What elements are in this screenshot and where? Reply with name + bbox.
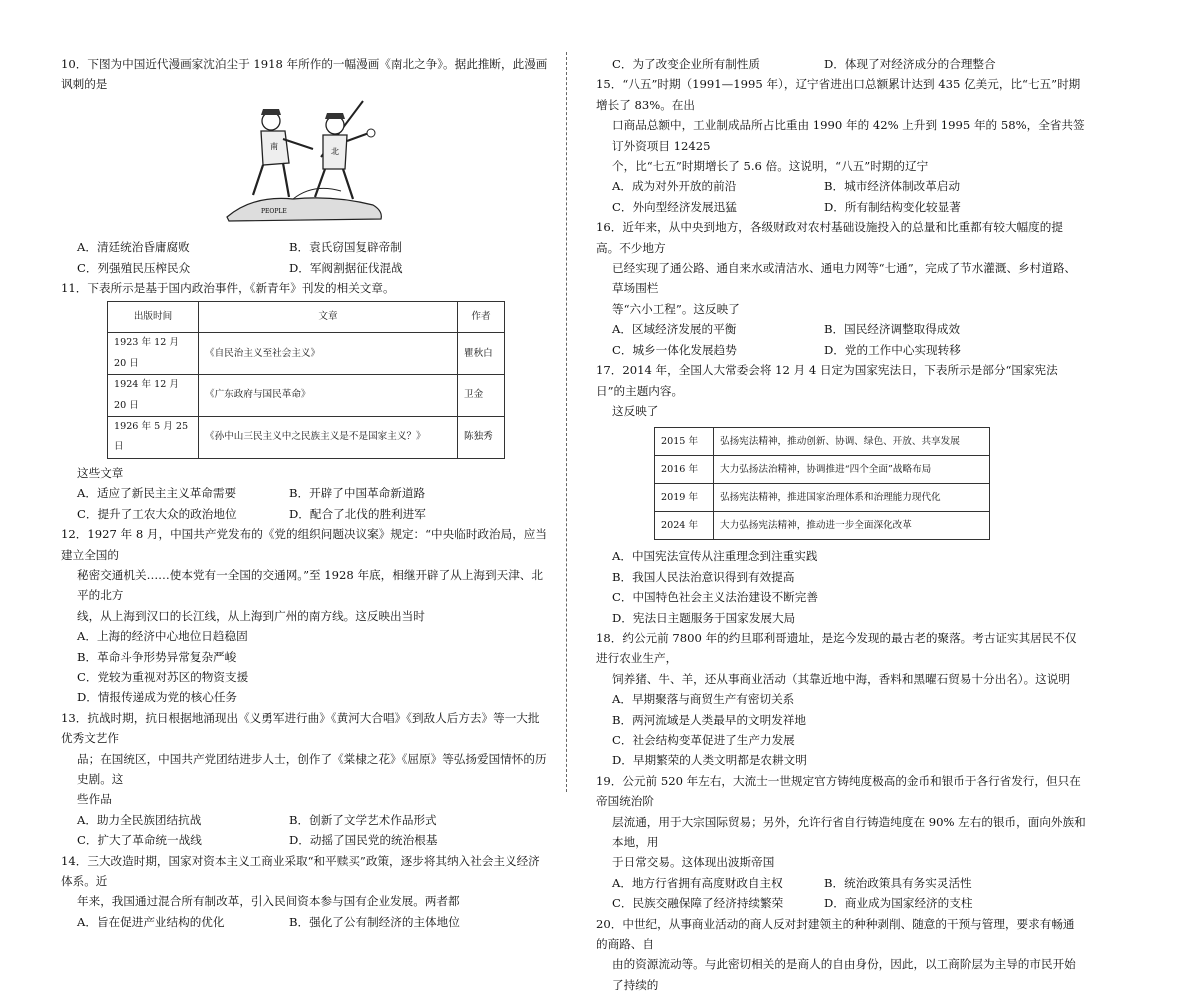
option-b[interactable]: B．城市经济体制改革启动 — [824, 179, 961, 194]
question-15 — [596, 74, 1086, 217]
option-a[interactable]: A．中国宪法宣传从注重理念到注重实践 — [612, 549, 818, 564]
table-header: 文章 — [199, 302, 458, 333]
question-line: 已经实现了通公路、通自来水或清洁水、通电力网等“七通”，完成了节水灌溉、乡村道路、草场围栏 — [612, 261, 1077, 296]
question-line: 品；在国统区，中国共产党团结进步人士，创作了《棠棣之花》《屈原》等弘扬爱国情怀的历史剧。这 — [77, 751, 547, 786]
question-18 — [596, 628, 1086, 771]
table-cell: 1923 年 12 月 20 日 — [108, 333, 199, 375]
answer-options — [596, 176, 1086, 217]
option-c[interactable]: C．社会结构变革促进了生产力发展 — [612, 732, 795, 747]
question-10 — [61, 54, 551, 278]
option-b[interactable]: B．创新了文学艺术作品形式 — [289, 812, 437, 827]
option-a[interactable]: A．上海的经济中心地位日趋稳固 — [77, 629, 248, 644]
table-header: 出版时间 — [108, 302, 199, 333]
option-d[interactable]: D．情报传递成为党的核心任务 — [77, 690, 238, 705]
cartoon-illustration — [223, 99, 389, 225]
option-c[interactable]: C．外向型经济发展迅猛 — [612, 199, 737, 214]
table-cell: 陈独秀 — [458, 417, 505, 459]
table-cell: 1926 年 5 月 25 日 — [108, 417, 199, 459]
question-line: 这反映了 — [612, 403, 659, 418]
option-b[interactable]: B．革命斗争形势异常复杂严峻 — [77, 649, 237, 664]
question-line: 20．中世纪，从事商业活动的商人反对封建领主的种种剥削、随意的干预与管理，要求有畅通的商路、自 — [596, 916, 1075, 952]
table-cell: 2015 年 — [655, 428, 714, 456]
answer-options — [61, 912, 551, 932]
option-a[interactable]: A．清廷统治昏庸腐败 — [77, 240, 190, 255]
option-b[interactable]: B．强化了公有制经济的主体地位 — [289, 914, 460, 929]
table-row — [108, 417, 505, 459]
answer-options — [596, 546, 1086, 628]
table-cell: 1924 年 12 月 20 日 — [108, 375, 199, 417]
option-d[interactable]: D．所有制结构变化较显著 — [824, 199, 961, 214]
question-12 — [61, 524, 551, 708]
table-cell: 卫金 — [458, 375, 505, 417]
table-cell: 瞿秋白 — [458, 333, 505, 375]
answer-options — [61, 237, 551, 278]
option-c[interactable]: C．民族交融保障了经济持续繁荣 — [612, 896, 784, 911]
option-a[interactable]: A．适应了新民主主义革命需要 — [77, 486, 237, 501]
option-a[interactable]: A．成为对外开放的前沿 — [612, 179, 737, 194]
question-line: 饲养猪、牛、羊，还从事商业活动（其靠近地中海，香料和黑曜石贸易十分出名）。这说明 — [612, 671, 1070, 686]
question-line: 12．1927 年 8 月，中国共产党发布的《党的组织问题决议案》规定：“中央临时政治局，应当建立全国的 — [61, 527, 547, 562]
option-a[interactable]: A．地方行省拥有高度财政自主权 — [612, 875, 783, 890]
question-line: 线，从上海到汉口的长江线，从上海到广州的南方线。这反映出当时 — [77, 608, 425, 623]
table-cell: 2016 年 — [655, 456, 714, 484]
option-c[interactable]: C．扩大了革命统一战线 — [77, 833, 202, 848]
option-c[interactable]: C．提升了工农大众的政治地位 — [77, 506, 237, 521]
table-cell: 2024 年 — [655, 512, 714, 540]
cartoon-label-north: 北 — [331, 146, 339, 156]
option-a[interactable]: A．旨在促进产业结构的优化 — [77, 914, 225, 929]
question-line: 个，比“七五”时期增长了 5.6 倍。这说明，“八五”时期的辽宁 — [612, 159, 929, 174]
table-cell: 《广东政府与国民革命》 — [199, 375, 458, 417]
question-line: 口商品总额中，工业制成品所占比重由 1990 年的 42% 上升到 1995 年的 58%，全省共签订外资项目 12425 — [612, 118, 1085, 153]
answer-options — [596, 689, 1086, 771]
question-11 — [61, 278, 551, 524]
question-16 — [596, 217, 1086, 360]
option-d[interactable]: D．党的工作中心实现转移 — [824, 342, 961, 357]
answer-options — [596, 873, 1086, 914]
table-row — [108, 375, 505, 417]
constitution-day-table — [654, 427, 990, 540]
option-b[interactable]: B．袁氏窃国复辟帝制 — [289, 240, 402, 255]
question-line: 16．近年来，从中央到地方，各级财政对农村基础设施投入的总量和比重都有较大幅度的提高。不少地方 — [596, 220, 1063, 255]
question-line: 于日常交易。这体现出波斯帝国 — [612, 855, 775, 870]
cartoon-label-people: PEOPLE — [261, 207, 287, 215]
question-line: 由的资源流动等。与此密切相关的是商人的自由身份，因此，以工商阶层为主导的市民开始了持续的 — [612, 957, 1076, 992]
option-c[interactable]: C．城乡一体化发展趋势 — [612, 342, 737, 357]
table-row — [655, 484, 990, 512]
cartoon-label-south: 南 — [270, 141, 278, 151]
option-a[interactable]: A．助力全民族团结抗战 — [77, 812, 202, 827]
question-stem: 11．下表所示是基于国内政治事件，《新青年》刊发的相关文章。 — [61, 281, 395, 296]
option-b[interactable]: B．我国人民法治意识得到有效提高 — [612, 569, 795, 584]
answer-options — [596, 54, 1086, 74]
option-d[interactable]: D．体现了对经济成分的合理整合 — [824, 57, 996, 71]
question-line: 些作品 — [77, 792, 112, 807]
column-divider — [566, 52, 567, 792]
table-cell: 《自民治主义至社会主义》 — [199, 333, 458, 375]
question-line: 等“六小工程”。这反映了 — [612, 301, 740, 316]
question-line: 15．“八五”时期（1991—1995 年），辽宁省进出口总额累计达到 435 亿美元，比“七五”时期增长了 83%。在出 — [596, 77, 1081, 112]
question-line: 14．三大改造时期，国家对资本主义工商业采取“和平赎买”政策，逐步将其纳入社会主义经济体系。近 — [61, 853, 540, 888]
answer-options — [61, 483, 551, 524]
table-cell: 《孙中山三民主义中之民族主义是不是国家主义？》 — [199, 417, 458, 459]
option-c[interactable]: C．中国特色社会主义法治建设不断完善 — [612, 590, 818, 605]
answer-options — [61, 626, 551, 708]
table-cell: 大力弘扬法治精神，协调推进“四个全面”战略布局 — [714, 456, 990, 484]
question-line: 13．抗战时期，抗日根据地涌现出《义勇军进行曲》《黄河大合唱》《到敌人后方去》等一大批优秀文艺作 — [61, 710, 540, 746]
option-c[interactable]: C．为了改变企业所有制性质 — [612, 57, 760, 71]
option-d[interactable]: D．商业成为国家经济的支柱 — [824, 896, 973, 911]
option-d[interactable]: D．宪法日主题服务于国家发展大局 — [612, 610, 796, 625]
option-c[interactable]: C．列强殖民压榨民众 — [77, 260, 191, 275]
option-b[interactable]: B．统治政策具有务实灵活性 — [824, 875, 972, 890]
right-column — [596, 54, 1086, 995]
option-b[interactable]: B．两河流域是人类最早的文明发祥地 — [612, 712, 807, 727]
table-cell: 大力弘扬宪法精神，推动进一步全面深化改革 — [714, 512, 990, 540]
question-17 — [596, 360, 1086, 628]
question-14 — [61, 851, 551, 933]
table-row — [655, 456, 990, 484]
question-line: 18．约公元前 7800 年的约旦耶利哥遗址，是迄今发现的最古老的聚落。考古证实其居民不仅进行农业生产， — [596, 630, 1077, 666]
articles-table — [107, 301, 505, 458]
table-row — [108, 333, 505, 375]
question-13 — [61, 708, 551, 851]
question-line: 层流通，用于大宗国际贸易；另外，允许行省自行铸造纯度在 90% 左右的银币，面向外族和本地，用 — [612, 814, 1086, 849]
table-cell: 弘扬宪法精神，推进国家治理体系和治理能力现代化 — [714, 484, 990, 512]
answer-options — [596, 319, 1086, 360]
option-d[interactable]: D．军阀割据征伐混战 — [289, 260, 403, 275]
table-row — [655, 512, 990, 540]
question-stem: 10．下图为中国近代漫画家沈泊尘于 1918 年所作的一幅漫画《南北之争》。据此推断，此漫画讽刺的是 — [61, 57, 548, 92]
question-line: 19．公元前 520 年左右，大流士一世规定官方铸纯度极高的金币和银币于各行省发行，但只在帝国统治阶 — [596, 773, 1081, 809]
table-header: 作者 — [458, 302, 505, 333]
table-cell: 弘扬宪法精神，推动创新、协调、绿色、开放、共享发展 — [714, 428, 990, 456]
question-line: 年来，我国通过混合所有制改革，引入民间资本参与国有企业发展。两者都 — [77, 894, 460, 909]
question-prompt: 这些文章 — [77, 465, 124, 480]
question-line: 17．2014 年，全国人大常委会将 12 月 4 日定为国家宪法日，下表所示是部分“国家宪法日”的主题内容。 — [596, 363, 1058, 398]
option-a[interactable]: A．早期聚落与商贸生产有密切关系 — [612, 692, 795, 707]
option-d[interactable]: D．配合了北伐的胜利进军 — [289, 506, 426, 521]
table-cell: 2019 年 — [655, 484, 714, 512]
option-b[interactable]: B．国民经济调整取得成效 — [824, 322, 961, 337]
question-line: 秘密交通机关……使本党有一全国的交通网。”至 1928 年底，相继开辟了从上海到天津、北平的北方 — [77, 567, 543, 603]
option-d[interactable]: D．早期繁荣的人类文明都是农耕文明 — [612, 753, 807, 768]
table-row — [655, 428, 990, 456]
left-column — [61, 54, 551, 932]
option-b[interactable]: B．开辟了中国革命新道路 — [289, 486, 426, 501]
question-20 — [596, 914, 1086, 995]
question-19 — [596, 771, 1086, 914]
option-d[interactable]: D．动摇了国民党的统治根基 — [289, 833, 438, 848]
answer-options — [61, 810, 551, 851]
option-c[interactable]: C．党较为重视对苏区的物资支援 — [77, 669, 249, 684]
option-a[interactable]: A．区域经济发展的平衡 — [612, 322, 737, 337]
